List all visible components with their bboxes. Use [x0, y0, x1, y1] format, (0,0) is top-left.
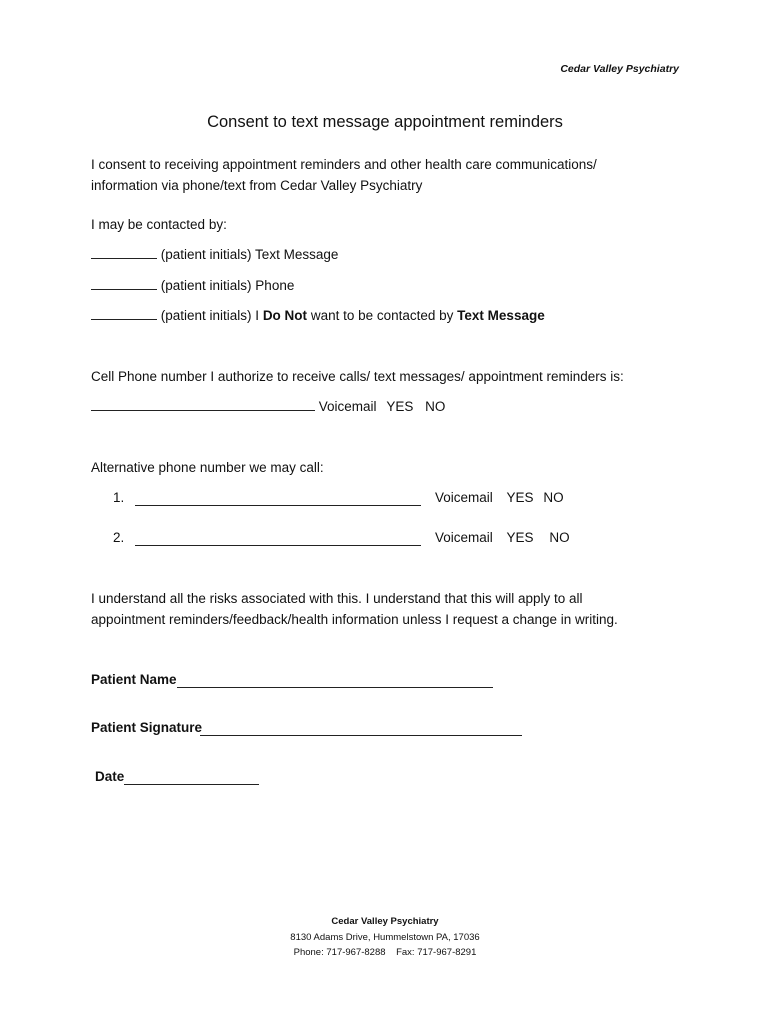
- alt-item-1-number: 1.: [113, 490, 125, 505]
- option-do-not-mid: want to be contacted by: [307, 308, 458, 323]
- alt-phone-1-blank[interactable]: [135, 505, 421, 506]
- cell-yes-option[interactable]: YES: [386, 399, 414, 414]
- option-text-message: [91, 245, 338, 265]
- alt-phone-2-blank[interactable]: [135, 545, 421, 546]
- patient-signature-label: Patient Signature: [91, 720, 203, 735]
- footer-contact: Phone: 717-967-8288 Fax: 717-967-8291: [293, 947, 477, 958]
- date-label: Date: [95, 769, 125, 784]
- alternative-prompt: Alternative phone number we may call:: [91, 460, 324, 475]
- cell-no-option[interactable]: NO: [425, 399, 446, 414]
- consent-line-2: information via phone/text from Cedar Valley Psychiatry: [91, 178, 423, 193]
- option-do-not-bold2: Text Message: [457, 308, 545, 323]
- footer-practice-name: Cedar Valley Psychiatry: [331, 916, 439, 927]
- page-title: Consent to text message appointment reminders: [207, 113, 563, 131]
- option-text-message-label: (patient initials) Text Message: [160, 247, 339, 262]
- cell-phone-blank[interactable]: [91, 398, 315, 411]
- cell-phone-row: [91, 397, 445, 417]
- alt-1-voicemail-label: Voicemail: [435, 490, 493, 505]
- alt-2-voicemail-label: Voicemail: [435, 530, 493, 545]
- cell-voicemail-label: Voicemail: [318, 399, 377, 414]
- understand-line-2: appointment reminders/feedback/health information unless I request a change in writing.: [91, 612, 618, 627]
- option-do-not: [91, 306, 545, 326]
- alt-2-no-option[interactable]: NO: [549, 530, 570, 545]
- option-phone: [91, 276, 294, 296]
- alt-item-1-voicemail-row: [435, 488, 564, 508]
- option-do-not-bold: Do Not: [262, 308, 308, 323]
- patient-name-label: Patient Name: [91, 672, 177, 687]
- footer-address: 8130 Adams Drive, Hummelstown PA, 17036: [290, 932, 480, 943]
- initials-blank-do-not[interactable]: [91, 307, 157, 320]
- practice-header: Cedar Valley Psychiatry: [560, 63, 679, 75]
- alt-item-2-voicemail-row: [435, 528, 570, 548]
- option-do-not-pre: (patient initials) I: [160, 308, 263, 323]
- patient-name-blank[interactable]: [177, 687, 493, 688]
- cell-phone-prompt: Cell Phone number I authorize to receive calls/ text messages/ appointment reminders is:: [91, 369, 624, 384]
- understand-line-1: I understand all the risks associated with this. I understand that this will apply to all: [91, 591, 583, 606]
- initials-blank-text[interactable]: [91, 246, 157, 259]
- alt-1-no-option[interactable]: NO: [543, 490, 564, 505]
- alt-item-2-number: 2.: [113, 530, 125, 545]
- consent-line-1: I consent to receiving appointment reminders and other health care communications/: [91, 157, 597, 172]
- date-blank[interactable]: [124, 784, 259, 785]
- initials-blank-phone[interactable]: [91, 277, 157, 290]
- contact-intro: I may be contacted by:: [91, 217, 227, 232]
- option-phone-label: (patient initials) Phone: [160, 278, 295, 293]
- alt-1-yes-option[interactable]: YES: [506, 490, 534, 505]
- patient-signature-blank[interactable]: [200, 735, 522, 736]
- alt-2-yes-option[interactable]: YES: [506, 530, 534, 545]
